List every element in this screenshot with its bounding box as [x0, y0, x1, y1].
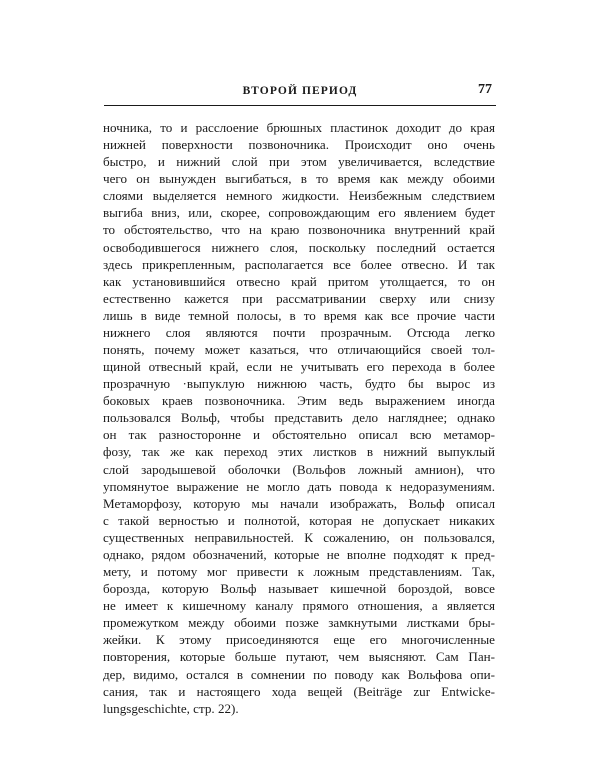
- text-line: он так разносторонне и обстоятельно описал всю метамор-: [103, 427, 495, 443]
- running-title: ВТОРОЙ ПЕРИОД: [242, 85, 358, 97]
- body-text: [103, 119, 495, 717]
- text-line: упомянутое выражение не могло дать повода к недоразумениям.: [103, 478, 495, 494]
- text-line: ночника, то и расслоение брюшных пластинок доходит до края: [103, 120, 495, 135]
- text-line: чего он вынужден выгибаться, в то время как между обоими: [103, 171, 495, 187]
- text-line: повторения, которые больше путают, чем выясняют. Сам Пан-: [103, 649, 495, 665]
- text-line: существенных неправильностей. К сожалению, он пользовался,: [103, 529, 495, 545]
- text-line: промежутком между обоими позже замкнутыми листками бры-: [103, 615, 495, 631]
- text-line: жейки. К этому присоединяются еще его многочисленные: [103, 632, 495, 648]
- text-line: фозу, так же как переход этих листков в нижний выпуклый: [103, 444, 495, 460]
- page-header: [104, 81, 496, 101]
- text-line: lungsgeschichte, стр. 22).: [103, 700, 239, 716]
- text-line: лишь в виде темной полосы, в то время как все прочие части: [103, 307, 495, 323]
- text-line: естественно кажется при рассматривании сверху или снизу: [103, 290, 495, 306]
- text-line: не имеет к кишечному каналу прямого отношения, а является: [103, 598, 495, 614]
- text-line: то обстоятельство, что на краю позвоночника внутренний край: [103, 222, 495, 238]
- text-line: понять, почему может казаться, что отличающийся своей тол-: [103, 342, 495, 358]
- text-line: дер, видимо, остался в сомнении по поводу как Вольфова опи-: [103, 666, 495, 682]
- text-line: здесь прикрепленным, располагается все более отвесно. И так: [103, 256, 495, 272]
- text-line: щиной отвесный край, если не учитывать его перехода в более: [103, 359, 495, 375]
- text-line: мету, и потому мог привести к ложным представлениям. Так,: [103, 564, 495, 580]
- text-line: прозрачную ·выпуклую нижнюю часть, будто бы вырос из: [103, 376, 495, 392]
- text-line: выгиба вниз, или, скорее, сопровождающим его явлением будет: [103, 205, 495, 221]
- text-line: сания, так и настоящего хода вещей (Beiträge zur Entwicke-: [103, 683, 495, 699]
- text-line: слоями выделяется немного жидкости. Неизбежным следствием: [103, 188, 495, 204]
- text-line: однако, рядом обозначений, которые не вполне подходят к пред-: [103, 546, 495, 562]
- text-line: освободившегося нижнего слоя, поскольку последний остается: [103, 239, 495, 255]
- text-line: с такой верностью и полнотой, которая не допускает никаких: [103, 512, 495, 528]
- text-line: боковых краев позвоночника. Этим ведь выражением иногда: [103, 393, 495, 409]
- text-line: быстро, и нижний слой при этом увеличивается, вследствие: [103, 154, 495, 170]
- page-number: 77: [478, 82, 492, 97]
- text-line: пользовался Вольф, чтобы представить дело нагляднее; однако: [103, 410, 495, 426]
- text-line: нижней поверхности позвоночника. Происходит оно очень: [103, 137, 495, 153]
- header-rule: [104, 105, 496, 106]
- text-line: Метаморфозу, которую мы начали изображать, Вольф описал: [103, 495, 495, 511]
- text-line: борозда, которую Вольф называет кишечной бороздой, вовсе: [103, 581, 495, 597]
- text-line: нижнего слоя являются почти прозрачным. Отсюда легко: [103, 324, 495, 340]
- text-line: как установившийся отвесно край притом утолщается, то он: [103, 273, 495, 289]
- text-line: слой зародышевой оболочки (Вольфов ложный амнион), что: [103, 461, 495, 477]
